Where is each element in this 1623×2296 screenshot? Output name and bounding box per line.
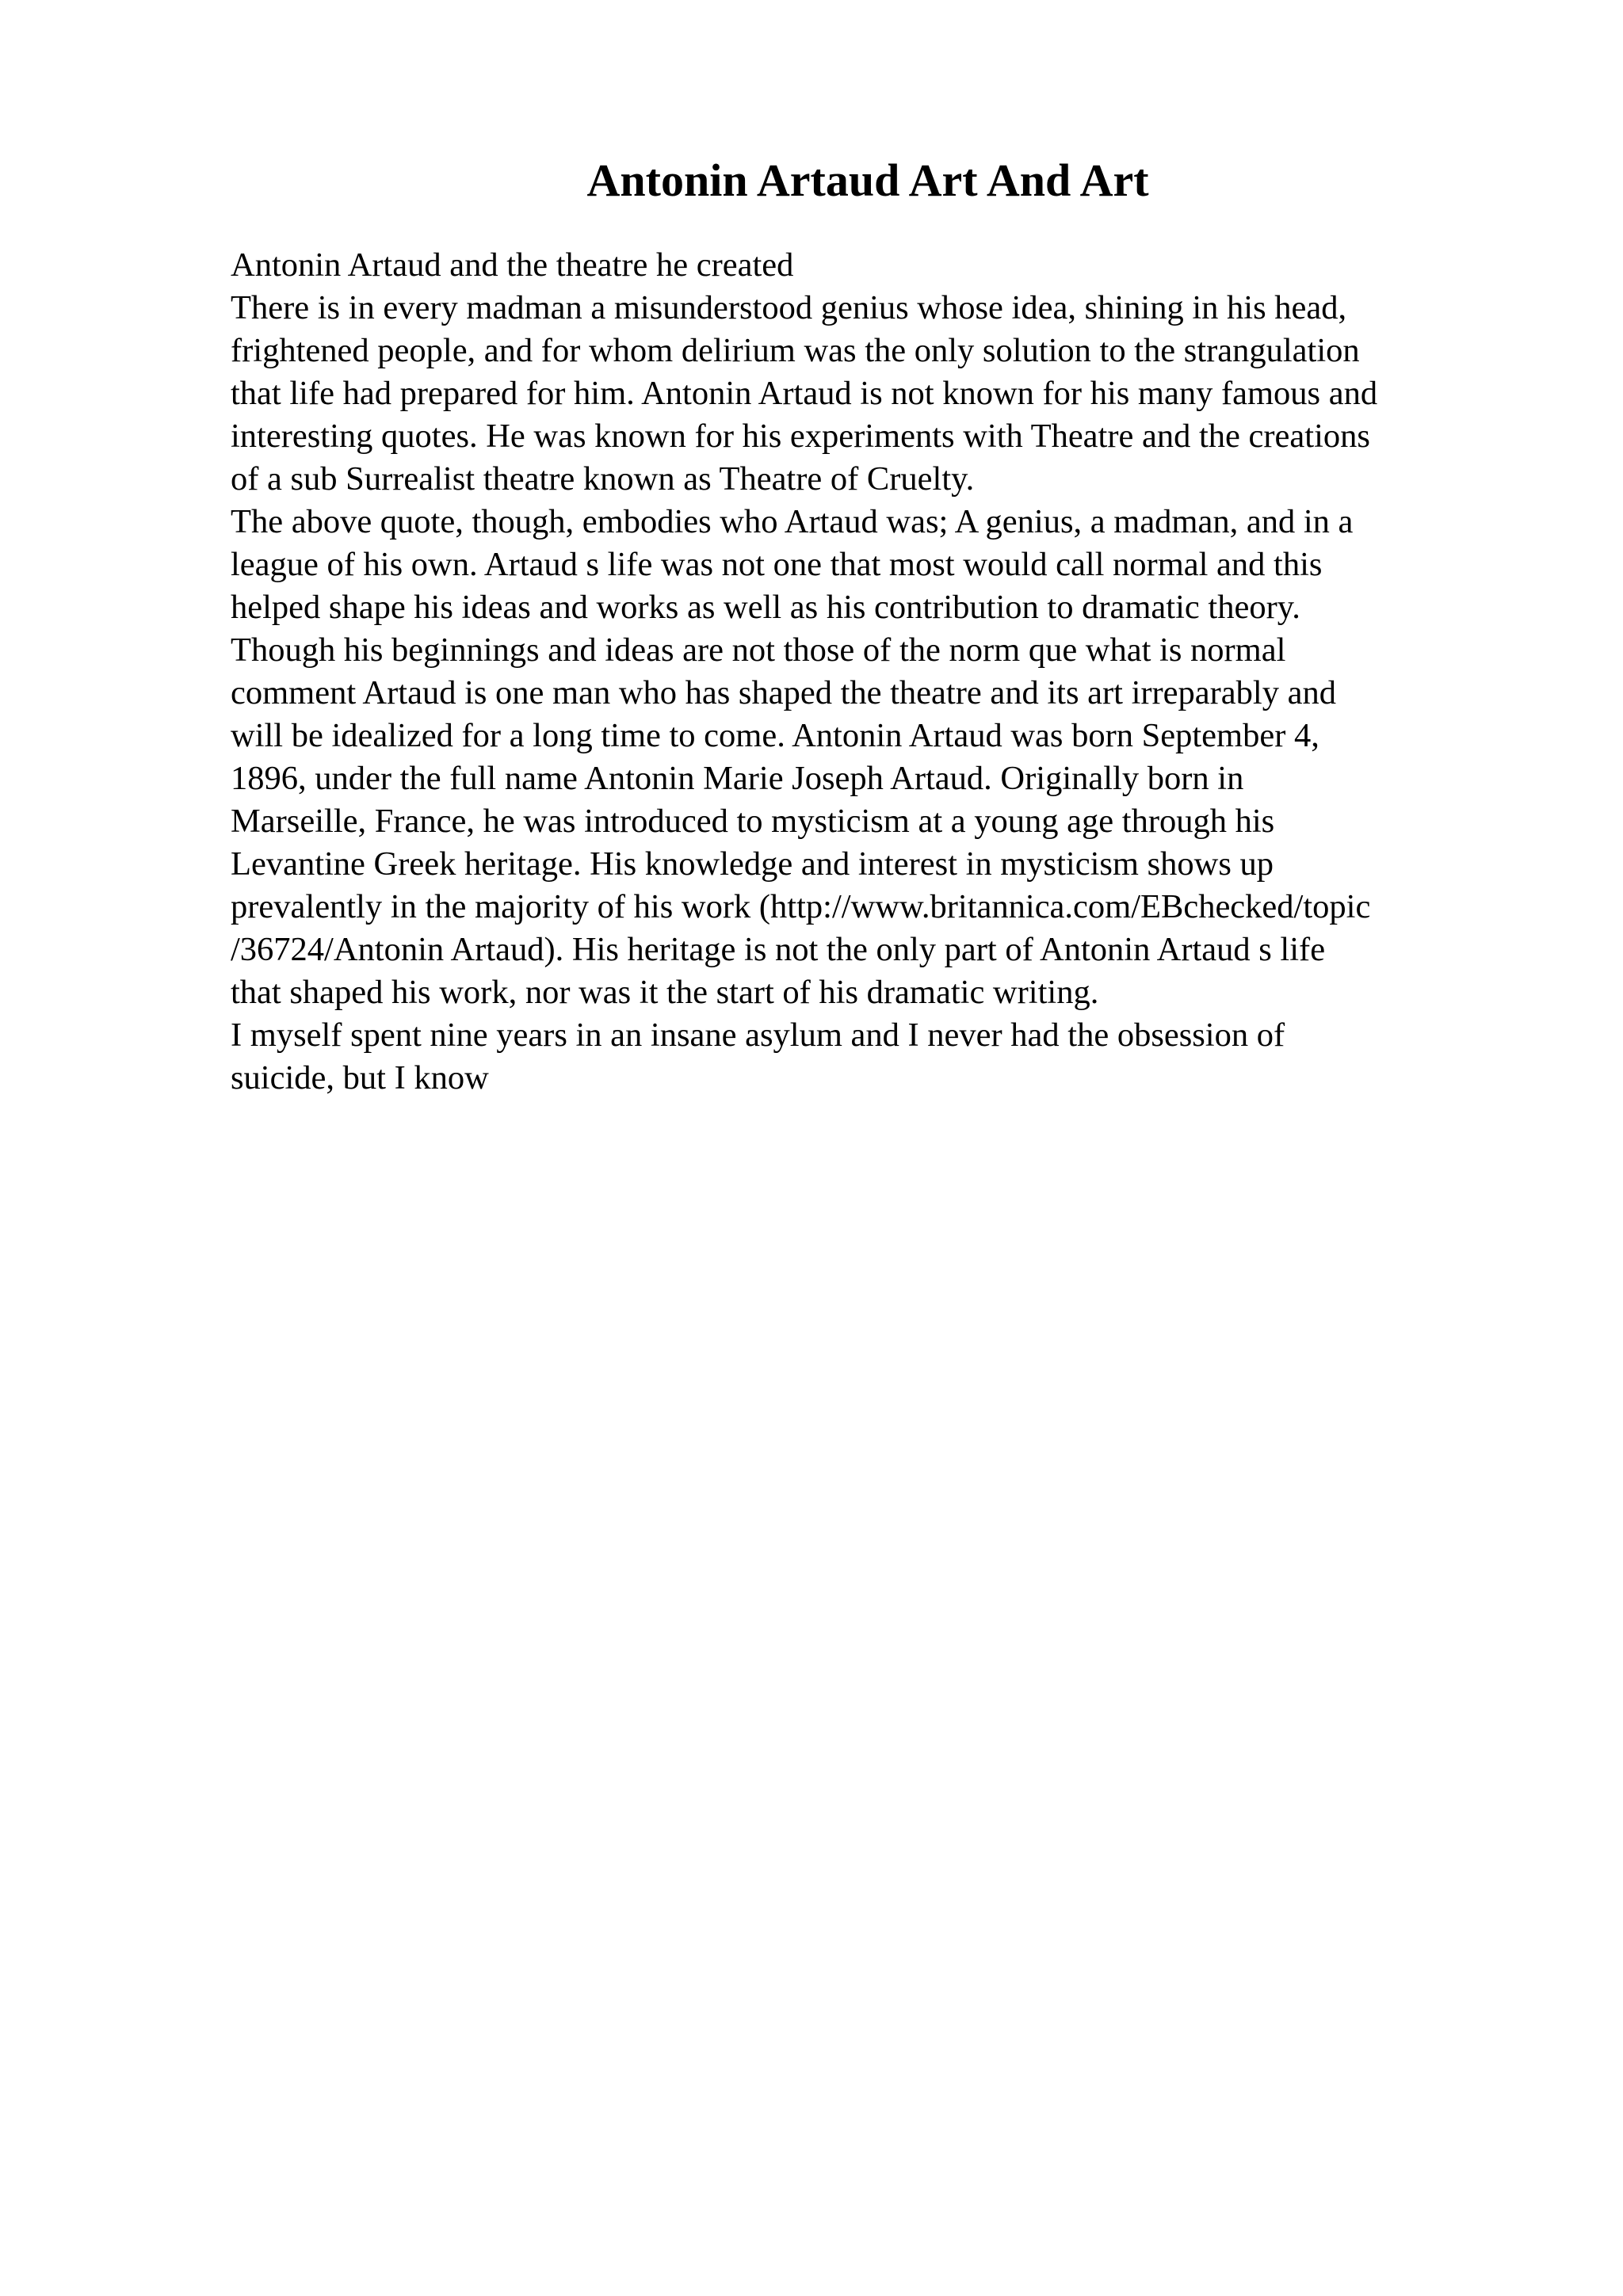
text-line: frightened people, and for whom delirium was the only solution to the strangulation: [231, 332, 1360, 369]
text-line: The above quote, though, embodies who Artaud was; A genius, a madman, and in a: [231, 503, 1354, 540]
text-line: Levantine Greek heritage. His knowledge and interest in mysticism shows up: [231, 845, 1274, 883]
text-line: will be idealized for a long time to come. Antonin Artaud was born September 4,: [231, 717, 1319, 754]
text-line: league of his own. Artaud s life was not one that most would call normal and this: [231, 546, 1323, 583]
text-line: helped shape his ideas and works as well as his contribution to dramatic theory.: [231, 589, 1300, 626]
text-line: that shaped his work, nor was it the start of his dramatic writing.: [231, 974, 1099, 1011]
text-line: Though his beginnings and ideas are not those of the norm que what is normal: [231, 631, 1286, 669]
text-line: interesting quotes. He was known for his experiments with Theatre and the creations: [231, 418, 1370, 455]
text-line: Antonin Artaud and the theatre he created: [231, 246, 794, 284]
text-line: comment Artaud is one man who has shaped the theatre and its art irreparably and: [231, 674, 1336, 711]
text-line: prevalently in the majority of his work (http://www.britannica.com/EBchecked/topic: [231, 888, 1371, 925]
text-line: There is in every madman a misunderstood genius whose idea, shining in his head,: [231, 289, 1347, 326]
text-line: 1896, under the full name Antonin Marie Joseph Artaud. Originally born in: [231, 760, 1244, 797]
document-title: Antonin Artaud Art And Art: [586, 154, 1149, 206]
text-line: suicide, but I know: [231, 1059, 489, 1097]
text-line: of a sub Surrealist theatre known as Theatre of Cruelty.: [231, 460, 975, 498]
document-body: [231, 244, 1499, 1100]
text-line: I myself spent nine years in an insane asylum and I never had the obsession of: [231, 1016, 1285, 1054]
text-line: that life had prepared for him. Antonin Artaud is not known for his many famous and: [231, 375, 1378, 412]
text-line: /36724/Antonin Artaud). His heritage is not the only part of Antonin Artaud s life: [231, 931, 1326, 968]
text-line: Marseille, France, he was introduced to mysticism at a young age through his: [231, 803, 1275, 840]
